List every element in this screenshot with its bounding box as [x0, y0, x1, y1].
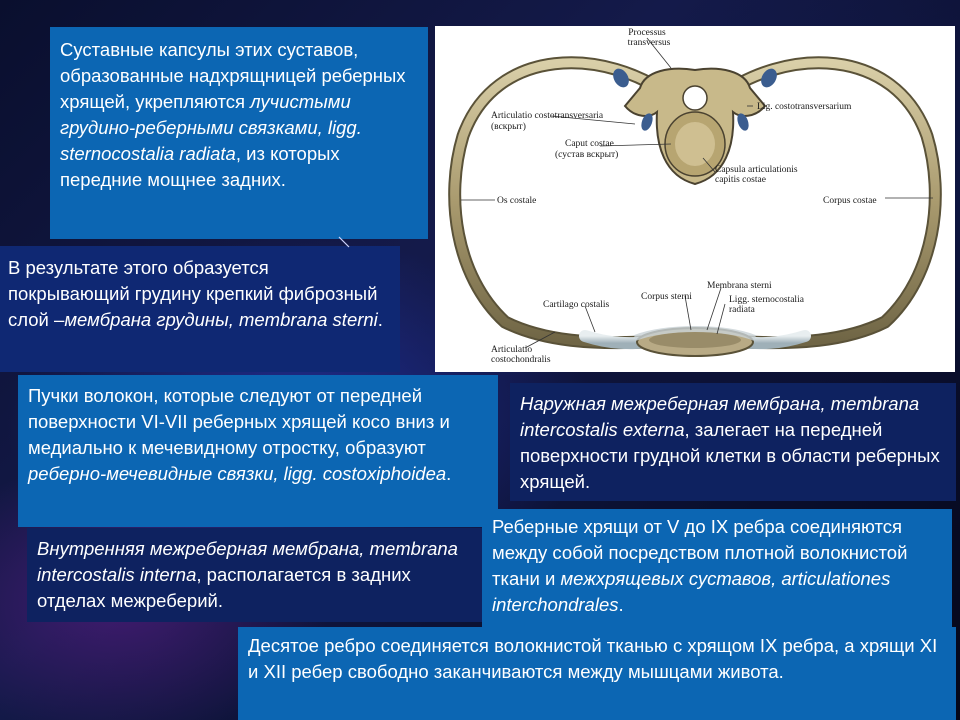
costoxiphoid-box [18, 375, 498, 527]
label-caput-costae: Caput costae [565, 139, 614, 149]
membrana-sterni-part3: . [377, 309, 383, 330]
label-articulatio-1: Articulatio [491, 345, 533, 355]
costoxiphoid-italic: реберно-мечевидные связки, ligg. costoxiphoidea [28, 463, 447, 484]
membrana-sterni-italic: мембрана грудины, membrana sterni [64, 309, 378, 330]
external-membrane-part2: , залегает на передней поверхности грудной клетки в области реберных хрящей. [520, 419, 940, 492]
membrana-sterni-part1: В результате этого образуется покрывающий грудину крепкий фиброзный слой – [8, 257, 378, 330]
internal-membrane-italic: Внутренняя межреберная мембрана, membrana intercostalis interna [37, 538, 458, 585]
costoxiphoid-part1: Пучки волокон, которые следуют от передней поверхности VI-VII реберных хрящей косо вниз и медиально к мечевидному отростку, образуют [28, 385, 450, 458]
label-vskryt: (вскрыт) [491, 122, 526, 132]
interchondral-part1: Реберные хрящи от V до IX ребра соединяются между собой посредством плотной волокнистой ткани и [492, 516, 908, 589]
capsule-text-italic: лучистыми грудино-реберными связками, ligg. sternocostalia radiata [60, 91, 362, 164]
label-capsula-1: Capsula articulationis [715, 165, 798, 175]
internal-membrane-box [27, 528, 482, 622]
light-streak-decoration [337, 236, 351, 248]
label-cartilago-costalis: Cartilago costalis [543, 300, 610, 310]
label-lig-costotransversarium: Lig. costotransversarium [757, 102, 852, 112]
label-corpus-costae: Corpus costae [823, 196, 877, 206]
internal-membrane-part2: , располагается в задних отделах межреберий. [37, 564, 411, 611]
label-capsula-2: capitis costae [715, 175, 766, 185]
label-transversus: transversus [627, 38, 671, 48]
interchondral-italic: межхрящевых суставов, articulationes interchondrales [492, 568, 891, 615]
tenth-rib-box [238, 627, 956, 720]
capsule-text-part3: , из которых передние мощнее задних. [60, 143, 340, 190]
label-processus: Processus [628, 28, 666, 38]
label-articulatio-2: costochondralis [491, 355, 551, 365]
label-corpus-sterni: Corpus sterni [641, 292, 692, 302]
external-membrane-box [510, 383, 956, 501]
external-membrane-italic: Наружная межреберная мембрана, membrana intercostalis externa [520, 393, 920, 440]
label-membrana-sterni: Membrana sterni [707, 281, 772, 291]
label-articulatio-costotransversaria: Articulatio costotransversaria [491, 111, 604, 121]
vertebral-foramen [683, 86, 707, 110]
costoxiphoid-part3: . [446, 463, 452, 484]
interchondral-box [482, 509, 952, 630]
thorax-diagram-svg [435, 26, 955, 372]
label-lig-sternocostalia-2: radiata [729, 305, 755, 315]
capsule-text-part1: Суставные капсулы этих суставов, образованные надхрящницей реберных хрящей, укрепляются [60, 39, 406, 112]
capsule-text-box [50, 27, 428, 239]
label-os-costale: Os costale [497, 196, 537, 206]
thorax-diagram [435, 26, 955, 372]
label-sustav-vskryt: (сустав вскрыт) [555, 150, 619, 160]
interchondral-part3: . [618, 594, 624, 615]
membrana-sterni-box [0, 246, 400, 372]
tenth-rib-text: Десятое ребро соединяется волокнистой тканью с хрящом IX ребра, а хрящи XI и XII ребер свободно заканчиваются между мышцами живота. [248, 635, 938, 682]
label-lig-sternocostalia-1: Ligg. sternocostalia [729, 295, 804, 305]
